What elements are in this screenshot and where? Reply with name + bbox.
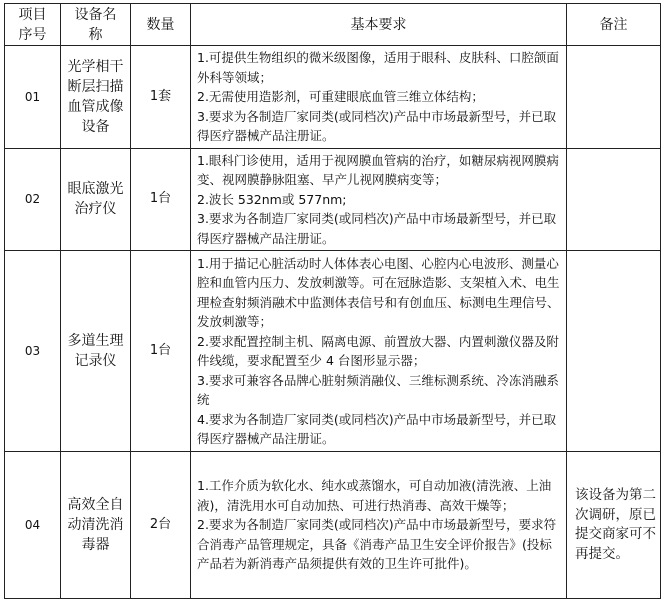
row-number: 02 [5,148,61,251]
table-row [5,148,661,251]
table-header-row [5,4,661,46]
table-row [5,452,661,599]
requirements [191,452,567,599]
remark: 该设备为第二次调研，原已提交商家可不再提交。 [567,452,661,599]
requirements [191,148,567,251]
requirements [191,251,567,452]
requirement-item: 1.用于描记心脏活动时人体体表心电图、心腔内心电波形、测量心腔和血管内压力、发放刺激等。可在冠脉造影、支架植入术、电生理检查射频消融术中监测体表信号和有创血压、标测电生理信号、发放刺激等； [197,255,560,329]
row-number: 03 [5,251,61,452]
device-name: 多道生理记录仪 [61,251,131,452]
row-number: 04 [5,452,61,599]
requirement-item: 3.要求为各制造厂家同类(或同档次)产品中市场最新型号，并已取得医疗器械产品注册证。 [197,211,557,246]
requirement-item: 1.工作介质为软化水、纯水或蒸馏水，可自动加液(清洗液、上油液)，清洗用水可自动加热、可进行热消毒、高效干燥等； [197,478,552,513]
requirement-item: 3.要求为各制造厂家同类(或同档次)产品中市场最新型号，并已取得医疗器械产品注册证。 [197,108,557,143]
requirement-item: 1.可提供生物组织的微米级图像，适用于眼科、皮肤科、口腔颌面外科等领域； [197,50,559,85]
header-remarks: 备注 [567,4,661,46]
header-quantity: 数量 [131,4,191,46]
requirements [191,46,567,149]
table-row [5,251,661,452]
header-item-no: 项目序号 [5,4,61,46]
remark [567,251,661,452]
header-device-name: 设备名称 [61,4,131,46]
requirement-item: 2.要求配置控制主机、隔离电源、前置放大器、内置刺激仪器及附件线缆，要求配置至少 4 台图形显示器； [197,333,559,368]
quantity: 2台 [131,452,191,599]
requirement-item: 3.要求可兼容各品牌心脏射频消融仪、三维标测系统、冷冻消融系统 [197,372,559,407]
quantity: 1台 [131,251,191,452]
requirement-item: 2.要求为各制造厂家同类(或同档次)产品中市场最新型号，要求符合消毒产品管理规定，具备《消毒产品卫生安全评价报告》(投标产品若为新消毒产品须提供有效的卫生许可批件)。 [197,517,557,572]
equipment-table [4,3,661,599]
remark [567,148,661,251]
quantity: 1套 [131,46,191,149]
device-name: 高效全自动清洗消毒器 [61,452,131,599]
requirement-item: 2.无需使用造影剂，可重建眼底血管三维立体结构； [197,89,484,104]
table-row [5,46,661,149]
device-name: 光学相干断层扫描血管成像设备 [61,46,131,149]
remark [567,46,661,149]
requirement-item: 4.要求为各制造厂家同类(或同档次)产品中市场最新型号，并已取得医疗器械产品注册证。 [197,411,557,446]
requirement-item: 1.眼科门诊使用，适用于视网膜血管病的治疗，如糖尿病视网膜病变、视网膜静脉阻塞、早产儿视网膜病变等； [197,152,559,187]
requirement-item: 2.波长 532nm或 577nm; [197,191,347,207]
quantity: 1台 [131,148,191,251]
header-requirements: 基本要求 [191,4,567,46]
row-number: 01 [5,46,61,149]
device-name: 眼底激光治疗仪 [61,148,131,251]
